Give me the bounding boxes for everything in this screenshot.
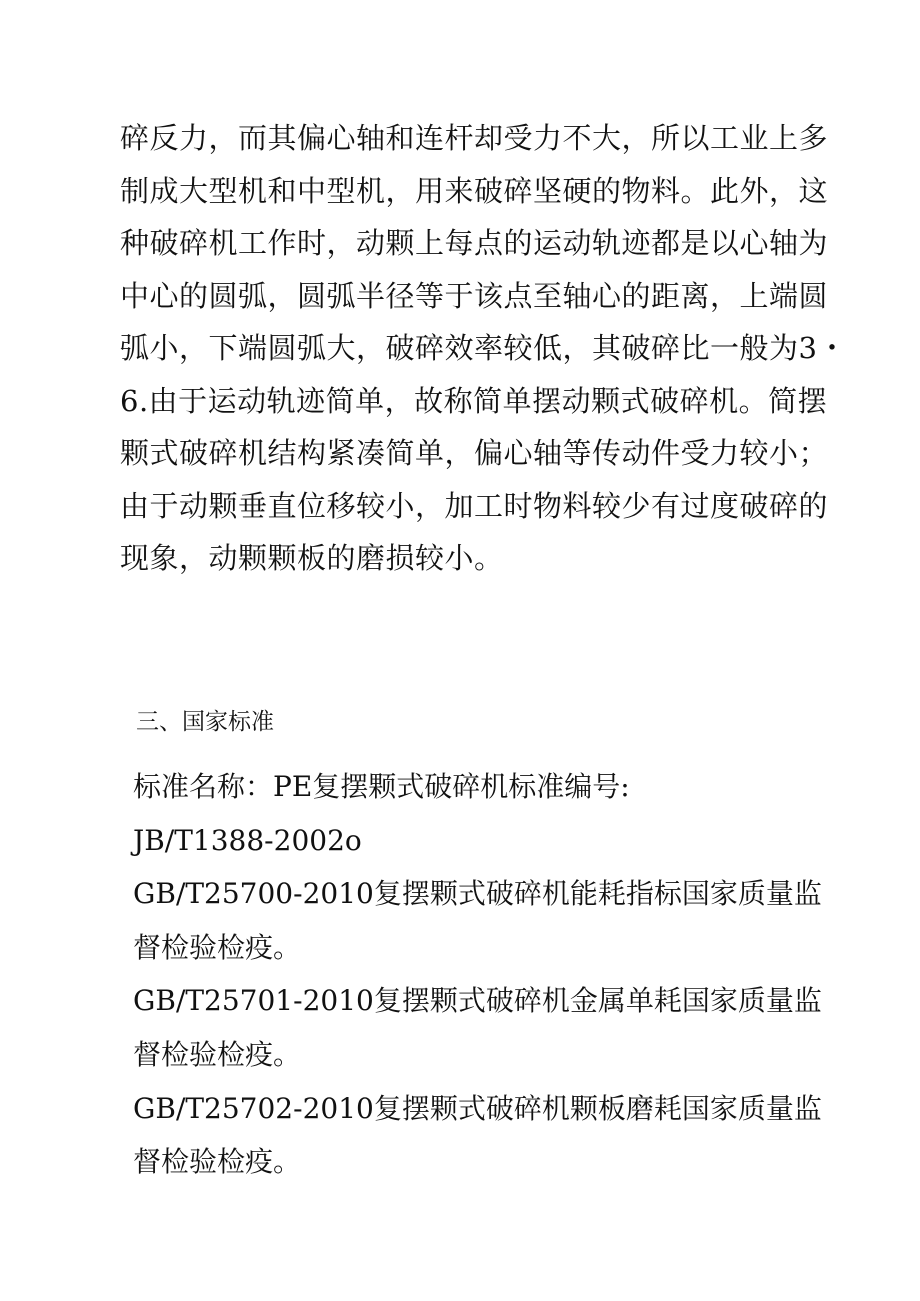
standard-line: 督检验检疫。 [133,1145,302,1179]
standard-line: 督检验检疫。 [133,1037,302,1071]
paragraph-line: 颗式破碎机结构紧凑简单，偏心轴等传动件受力较小； [120,436,829,470]
paragraph-line: 种破碎机工作时，动颗上每点的运动轨迹都是以心轴为 [120,226,829,260]
paragraph-line: 制成大型机和中型机，用来破碎坚硬的物料。此外，这 [120,173,829,208]
standard-line: 督检验检疫。 [133,930,302,964]
paragraph-line: 弧小，下端圆弧大，破碎效率较低，其破碎比一般为3・ [120,331,847,365]
paragraph-line: 6.由于运动轨迹简单，故称简单摆动颗式破碎机。简摆 [120,383,828,418]
standard-line: 标准名称：PE复摆颗式破碎机标准编号: [133,770,630,803]
body-paragraph [120,112,847,585]
standard-line: GB/T25700-2010复摆颗式破碎机能耗指标国家质量监 [133,877,822,911]
standard-line: JB/T1388-2002o [133,823,362,857]
standard-line: GB/T25701-2010复摆颗式破碎机金属单耗国家质量监 [133,984,822,1018]
paragraph-line: 碎反力，而其偏心轴和连杆却受力不大，所以工业上多 [120,121,829,155]
paragraph-line: 中心的圆弧，圆弧半径等于该点至轴心的距离，上端圆 [120,278,829,313]
standards-list [133,760,822,1189]
section-heading: 三、国家标准 [136,709,274,735]
standard-line: GB/T25702-2010复摆颗式破碎机颗板磨耗国家质量监 [133,1091,822,1125]
paragraph-line: 现象，动颗颗板的磨损较小。 [120,541,504,575]
paragraph-line: 由于动颗垂直位移较小，加工时物料较少有过度破碎的 [120,488,829,523]
